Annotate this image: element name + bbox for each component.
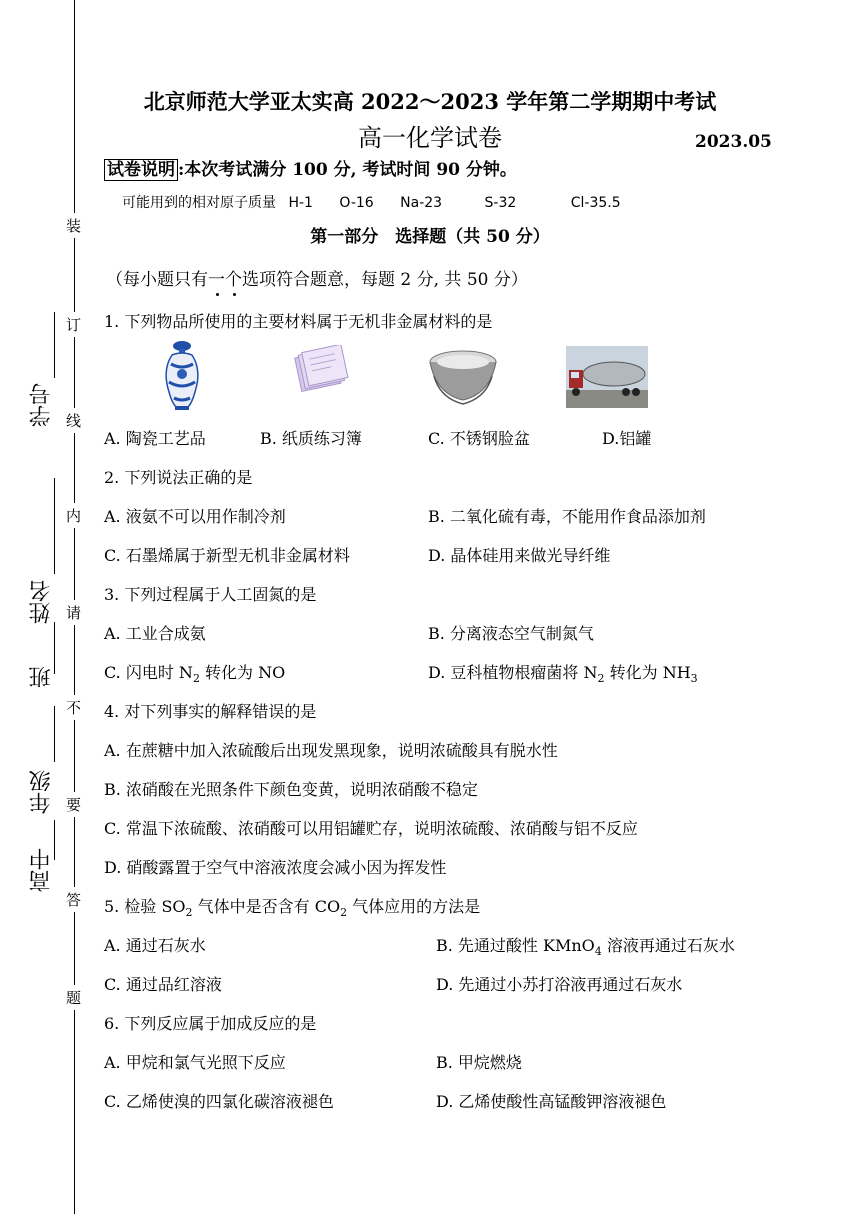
binding-char: 题 <box>66 985 81 1010</box>
q4-option-a: A. 在蔗糖中加入浓硫酸后出现发黑现象，说明浓硫酸具有脱水性 <box>104 741 558 760</box>
instr-text: （每小题只有 <box>106 270 208 290</box>
q1-option-d: D.铝罐 <box>602 429 652 448</box>
field-line <box>54 478 55 574</box>
question-1-stem: 1. 下列物品所使用的主要材料属于无机非金属材料的是 <box>104 312 493 331</box>
question-3-stem: 3. 下列过程属于人工固氮的是 <box>104 585 317 604</box>
instr-emphasis: 一 <box>208 270 225 290</box>
question-5-stem: 5. 检验 $SO_2$ 气体中是否含有 $CO_2$ 气体应用的方法是 <box>104 897 481 920</box>
q2-option-c: C. 石墨烯属于新型无机非金属材料 <box>104 546 350 565</box>
field-line <box>54 312 55 378</box>
q2-option-b: B. 二氧化硫有毒，不能用作食品添加剂 <box>428 507 706 526</box>
mass-item: Na-23 <box>400 195 443 211</box>
binding-char: 内 <box>66 503 81 528</box>
q3-option-d: D. 豆科植物根瘤菌将 $N_2$ 转化为 $NH_3$ <box>428 663 698 686</box>
q1-option-c: C. 不锈钢脸盆 <box>428 429 530 448</box>
q5-option-b: B. 先通过酸性 KMnO$_4$ 溶液再通过石灰水 <box>436 936 735 959</box>
field-student-id: 学号 <box>29 383 54 427</box>
notebook-image <box>288 345 354 397</box>
exam-subtitle: 高一化学试卷 <box>358 124 502 152</box>
exam-title: 北京师范大学亚太实高 2022～2023 学年第二学期期中考试 <box>143 89 717 114</box>
q4-option-d: D. 硝酸露置于空气中溶液浓度会减小因为挥发性 <box>104 858 447 877</box>
q6-option-b: B. 甲烷燃烧 <box>436 1053 522 1072</box>
question-6-stem: 6. 下列反应属于加成反应的是 <box>104 1014 317 1033</box>
q3-option-b: B. 分离液态空气制氮气 <box>428 624 594 643</box>
mass-item: O-16 <box>339 195 374 211</box>
q2-option-a: A. 液氨不可以用作制冷剂 <box>104 507 286 526</box>
q5-option-c: C. 通过品红溶液 <box>104 975 222 994</box>
mass-item: Cl-35.5 <box>570 195 621 211</box>
binding-char: 订 <box>66 312 81 337</box>
instr-emphasis: 个 <box>225 270 242 290</box>
q5-option-d: D. 先通过小苏打浴液再通过石灰水 <box>436 975 683 994</box>
binding-char: 要 <box>66 792 81 817</box>
q6-option-c: C. 乙烯使溴的四氯化碳溶液褪色 <box>104 1092 334 1111</box>
q5-option-a: A. 通过石灰水 <box>104 936 206 955</box>
note-text: :本次考试满分 100 分, 考试时间 90 分钟。 <box>178 160 517 180</box>
q1-option-b: B. 纸质练习簿 <box>260 429 362 448</box>
instr-text: 选项符合题意，每题 2 分, 共 50 分） <box>242 270 528 290</box>
q4-option-c: C. 常温下浓硫酸、浓硝酸可以用铝罐贮存，说明浓硫酸、浓硝酸与铝不反应 <box>104 819 638 838</box>
q3-option-c: C. 闪电时 $N_2$ 转化为 NO <box>104 663 286 686</box>
mass-item: H-1 <box>288 195 313 211</box>
binding-char: 答 <box>66 887 81 912</box>
section-instruction <box>106 265 528 290</box>
binding-char: 请 <box>66 600 81 625</box>
q1-option-a: A. 陶瓷工艺品 <box>104 429 206 448</box>
q3-option-a: A. 工业合成氨 <box>104 624 206 643</box>
binding-char: 线 <box>66 408 81 433</box>
question-2-stem: 2. 下列说法正确的是 <box>104 468 253 487</box>
mass-item: S-32 <box>484 195 517 211</box>
field-name: 姓名 <box>29 580 54 624</box>
q6-option-d: D. 乙烯使酸性高锰酸钾溶液褪色 <box>436 1092 667 1111</box>
porcelain-vase-image <box>162 340 202 412</box>
tanker-truck-image <box>566 346 648 408</box>
field-school: 高中 <box>29 848 54 892</box>
mass-label: 可能用到的相对原子质量 <box>122 195 276 211</box>
note-label: 试卷说明 <box>104 159 178 181</box>
steel-basin-image <box>428 348 498 406</box>
exam-date: 2023.05 <box>695 132 772 152</box>
binding-char: 装 <box>66 213 81 238</box>
field-grade: 年级 <box>29 770 54 814</box>
q4-option-b: B. 浓硝酸在光照条件下颜色变黄，说明浓硝酸不稳定 <box>104 780 478 799</box>
binding-char: 不 <box>66 695 81 720</box>
field-line <box>54 706 55 762</box>
field-class: 班 <box>29 666 54 688</box>
exam-note <box>104 155 517 180</box>
atomic-mass-line <box>122 192 643 212</box>
question-4-stem: 4. 对下列事实的解释错误的是 <box>104 702 317 721</box>
q6-option-a: A. 甲烷和氯气光照下反应 <box>104 1053 286 1072</box>
section-title: 第一部分 选择题（共 50 分） <box>310 227 550 247</box>
q2-option-d: D. 晶体硅用来做光导纤维 <box>428 546 611 565</box>
